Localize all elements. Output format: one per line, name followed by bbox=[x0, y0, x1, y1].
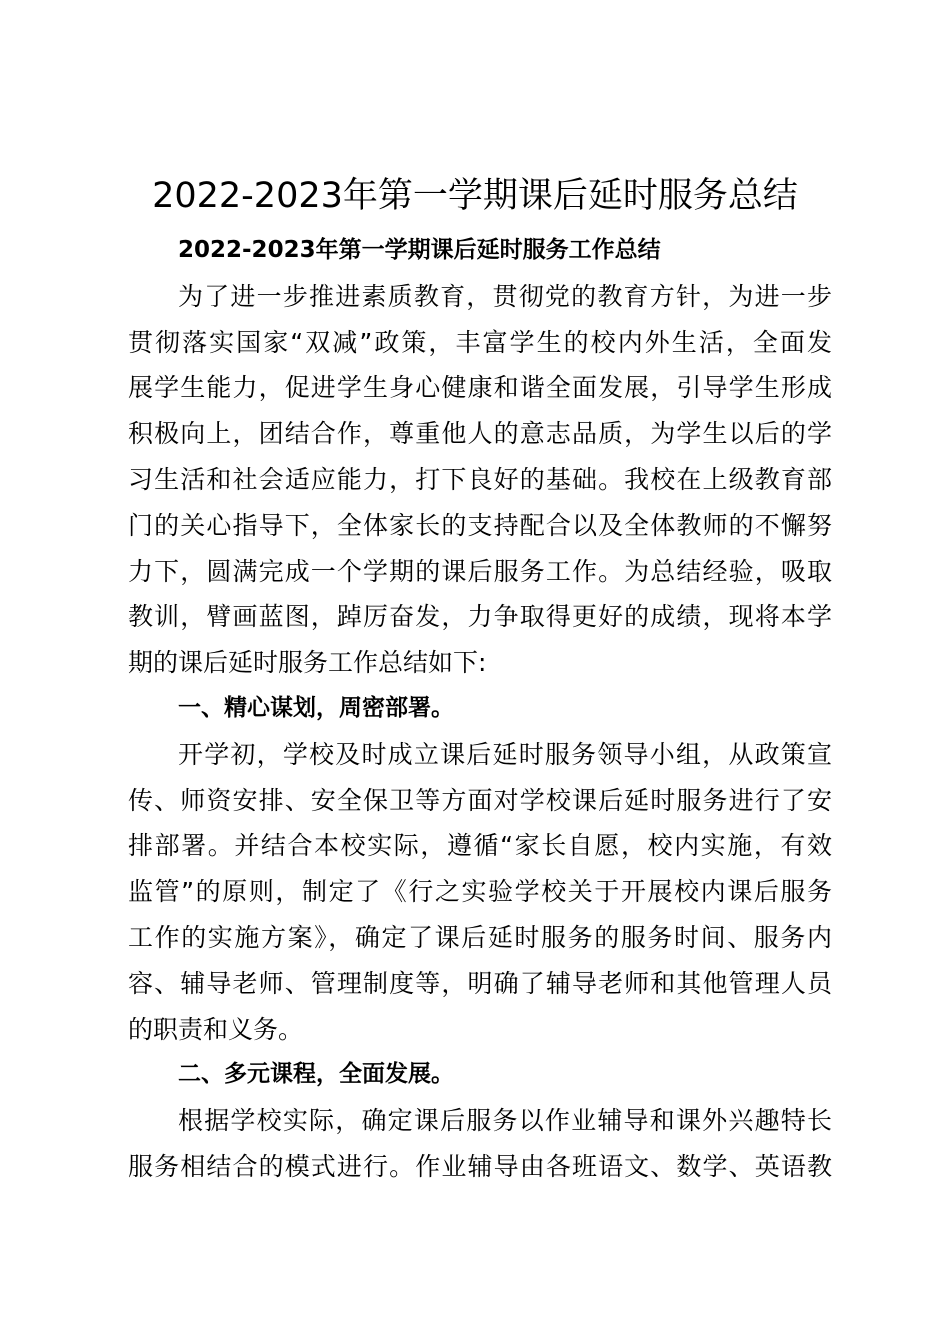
paragraph-line: 服务相结合的模式进行。作业辅导由各班语文、数学、英语教 bbox=[128, 1151, 832, 1181]
paragraph-line: 容、辅导老师、管理制度等，明确了辅导老师和其他管理人员 bbox=[128, 968, 832, 998]
document-body bbox=[128, 228, 832, 1190]
paragraph-line: 展学生能力，促进学生身心健康和谐全面发展，引导学生形成 bbox=[128, 373, 832, 403]
paragraph-line: 期的课后延时服务工作总结如下: bbox=[128, 648, 487, 678]
paragraph-line: 习生活和社会适应能力，打下良好的基础。我校在上级教育部 bbox=[128, 464, 832, 494]
paragraph-line: 根据学校实际，确定课后服务以作业辅导和课外兴趣特长 bbox=[178, 1106, 832, 1136]
paragraph-line: 工作的实施方案》，确定了课后延时服务的服务时间、服务内 bbox=[128, 922, 832, 952]
document-subtitle: 2022-2023年第一学期课后延时服务工作总结 bbox=[178, 237, 661, 263]
paragraph-line: 门的关心指导下，全体家长的支持配合以及全体教师的不懈努 bbox=[128, 510, 832, 540]
paragraph-line: 的职责和义务。 bbox=[128, 1014, 304, 1044]
paragraph-line: 监管”的原则，制定了《行之实验学校关于开展校内课后服务 bbox=[128, 877, 832, 907]
paragraph-line: 开学初，学校及时成立课后延时服务领导小组，从政策宣 bbox=[178, 739, 832, 769]
paragraph-line: 排部署。并结合本校实际，遵循“家长自愿，校内实施，有效 bbox=[128, 831, 832, 861]
paragraph-line: 传、师资安排、安全保卫等方面对学校课后延时服务进行了安 bbox=[128, 785, 832, 815]
paragraph-line: 力下，圆满完成一个学期的课后服务工作。为总结经验，吸取 bbox=[128, 556, 832, 586]
paragraph-line: 积极向上，团结合作，尊重他人的意志品质，为学生以后的学 bbox=[128, 419, 832, 449]
section-heading-2: 二、多元课程，全面发展。 bbox=[178, 1061, 454, 1088]
section-heading-1: 一、精心谋划，周密部署。 bbox=[178, 694, 454, 721]
paragraph-line: 贯彻落实国家“双减”政策，丰富学生的校内外生活，全面发 bbox=[128, 327, 832, 357]
paragraph-line: 教训，臂画蓝图，踔厉奋发，力争取得更好的成绩，现将本学 bbox=[128, 602, 832, 632]
document-title: 2022-2023年第一学期课后延时服务总结 bbox=[152, 176, 798, 216]
paragraph-line: 为了进一步推进素质教育，贯彻党的教育方针，为进一步 bbox=[178, 281, 832, 311]
